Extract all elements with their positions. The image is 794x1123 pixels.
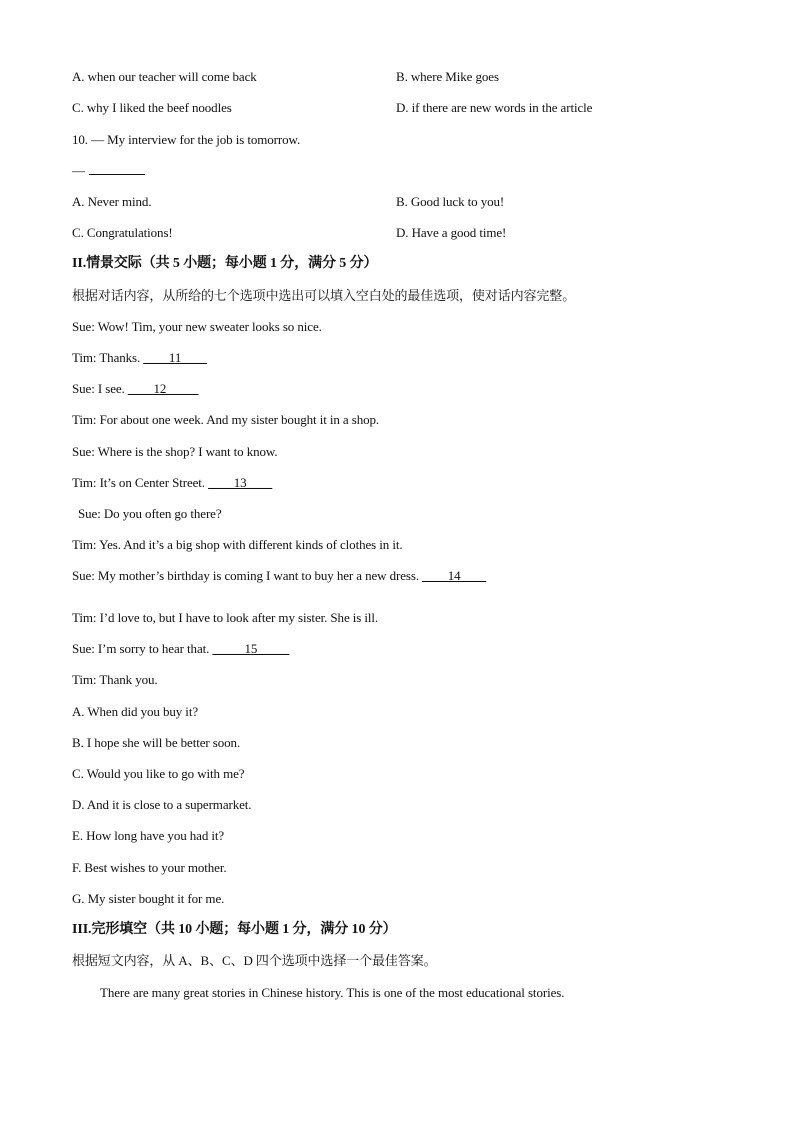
dialog-text: Sue: Where is the shop? I want to know. [72, 444, 278, 459]
section2-option-e: E. How long have you had it? [72, 828, 225, 843]
q9-option-c: C. why I liked the beef noodles [72, 100, 232, 115]
section2-heading: II.情景交际（共 5 小题；每小题 1 分，满分 5 分） [72, 256, 378, 271]
blank-11: ____11____ [143, 350, 207, 365]
section3-instruction: 根据短文内容，从 A、B、C、D 四个选项中选择一个最佳答案。 [72, 953, 437, 968]
section2-option-a: A. When did you buy it? [72, 704, 198, 719]
q9-option-a: A. when our teacher will come back [72, 69, 257, 84]
q10-option-c: C. Congratulations! [72, 225, 173, 240]
section2-option-g: G. My sister bought it for me. [72, 891, 225, 906]
q10-option-b: B. Good luck to you! [396, 194, 505, 209]
section2-instruction: 根据对话内容，从所给的七个选项中选出可以填入空白处的最佳选项，使对话内容完整。 [72, 288, 576, 303]
section2-option-d: D. And it is close to a supermarket. [72, 797, 252, 812]
q9-option-b: B. where Mike goes [396, 69, 499, 84]
dialog-line [72, 641, 289, 657]
dialog-text: Sue: Do you often go there? [78, 506, 222, 521]
dialog-line [72, 568, 486, 584]
dialog-line [72, 475, 272, 491]
dialog-line [72, 412, 379, 428]
q10-answer-blank [89, 163, 145, 175]
dialog-line [72, 350, 207, 366]
q10-option-d: D. Have a good time! [396, 225, 507, 240]
dialog-text: Tim: It’s on Center Street. [72, 475, 209, 490]
dialog-text: Sue: I see. [72, 381, 128, 396]
section2-option-c: C. Would you like to go with me? [72, 766, 245, 781]
q10-prompt: 10. — My interview for the job is tomorrow. [72, 132, 301, 147]
blank-12: ____12_____ [127, 381, 199, 396]
dialog-line [72, 537, 403, 553]
dialog-text: Tim: I’d love to, but I have to look after my sister. She is ill. [72, 610, 379, 625]
dialog-line [72, 381, 198, 397]
q10-reply-dash: — [72, 163, 85, 178]
q9-option-d: D. if there are new words in the article [396, 100, 593, 115]
dialog-text: Tim: Yes. And it’s a big shop with different kinds of clothes in it. [72, 537, 403, 552]
dialog-line [78, 506, 222, 522]
dialog-line [72, 444, 278, 460]
dialog-text: Sue: I’m sorry to hear that. [72, 641, 213, 656]
dialog-line [72, 672, 158, 688]
section2-option-f: F. Best wishes to your mother. [72, 860, 227, 875]
dialog-line [72, 319, 322, 335]
blank-14: ____14____ [422, 568, 487, 583]
passage-first-line: There are many great stories in Chinese history. This is one of the most educational stories. [100, 985, 565, 1000]
blank-15: _____15_____ [212, 641, 290, 656]
blank-13: ____13____ [208, 475, 273, 490]
dialog-line [72, 610, 378, 626]
dialog-text: Tim: Thank you. [72, 672, 158, 687]
section3-heading: III.完形填空（共 10 小题；每小题 1 分，满分 10 分） [72, 922, 397, 937]
section2-option-b: B. I hope she will be better soon. [72, 735, 241, 750]
dialog-text: Sue: My mother’s birthday is coming I want to buy her a new dress. [72, 568, 423, 583]
q10-option-a: A. Never mind. [72, 194, 152, 209]
dialog-text: Sue: Wow! Tim, your new sweater looks so nice. [72, 319, 322, 334]
dialog-text: Tim: Thanks. [72, 350, 144, 365]
q10-reply-line [72, 163, 145, 179]
dialog-text: Tim: For about one week. And my sister bought it in a shop. [72, 412, 380, 427]
